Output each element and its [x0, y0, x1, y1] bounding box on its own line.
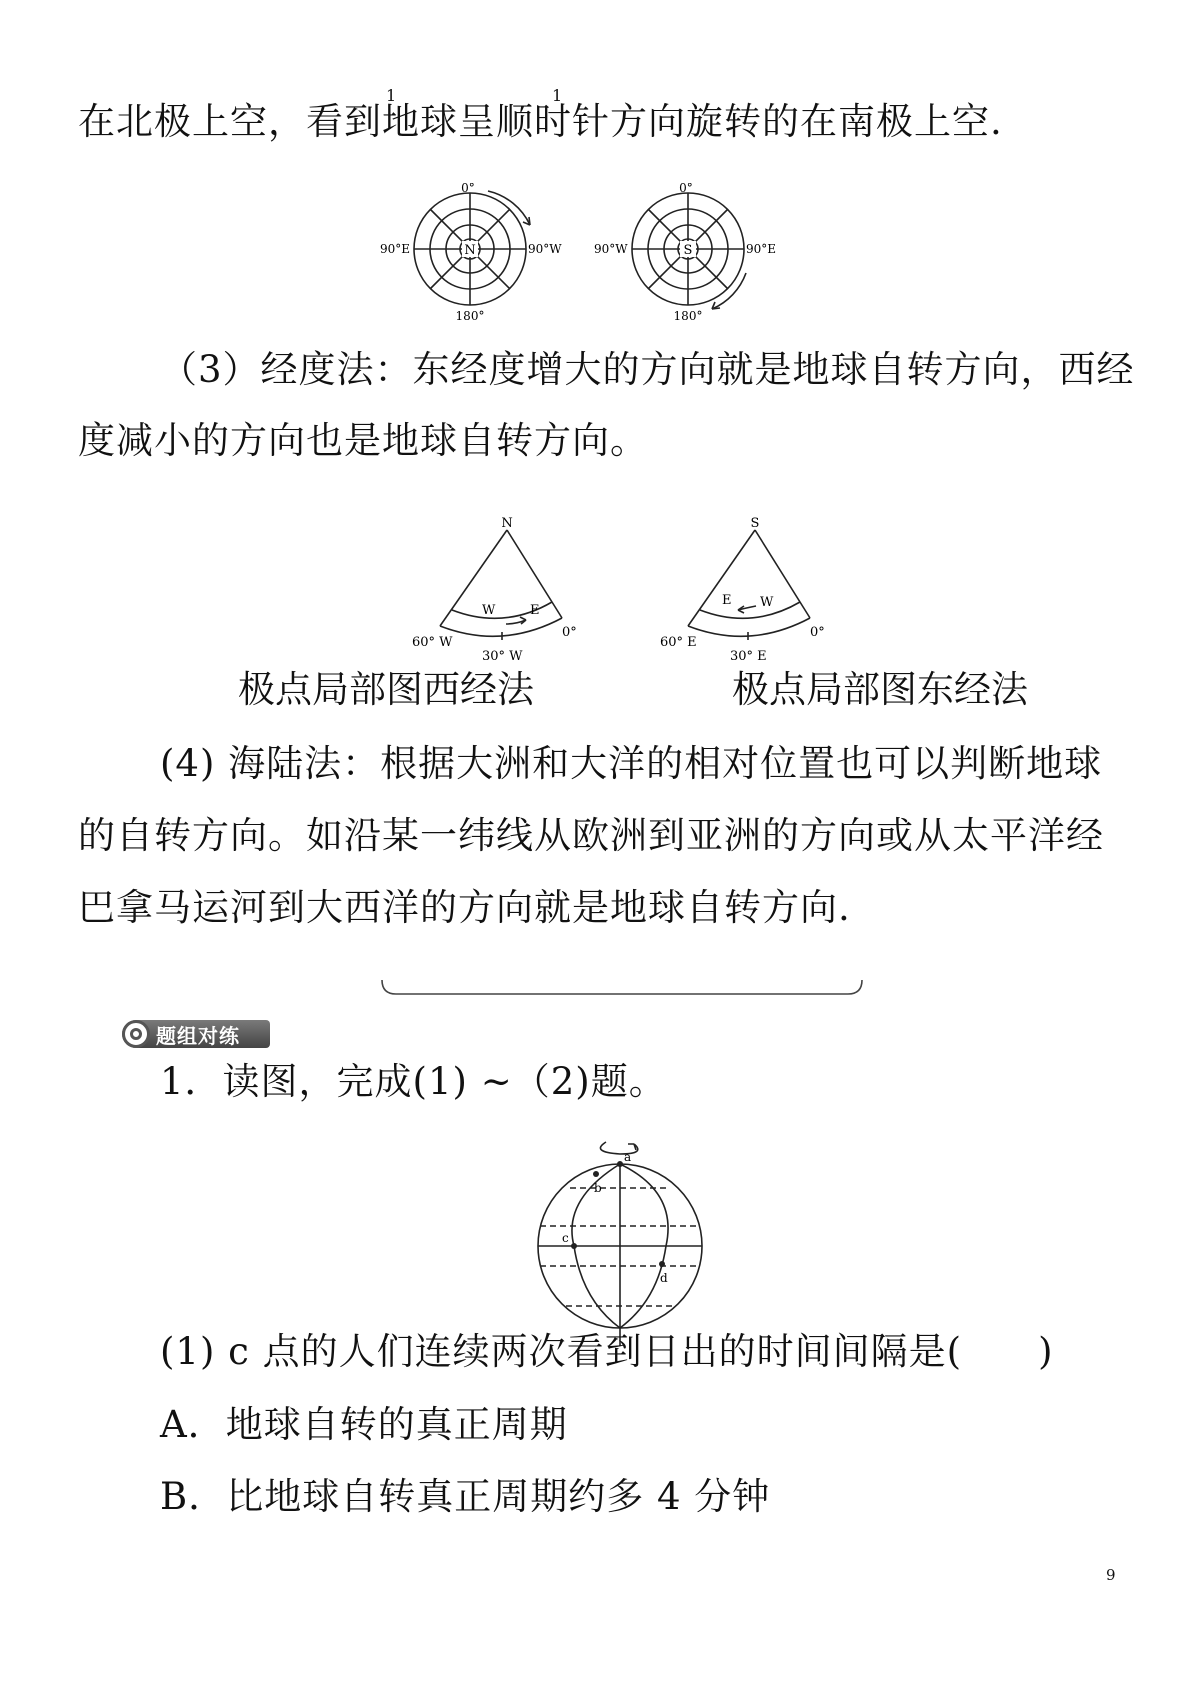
east-dir-left: E [722, 593, 732, 608]
section-divider-bracket [380, 978, 864, 1008]
practice-badge [122, 1020, 270, 1048]
south-right-label: 90°E [746, 242, 777, 256]
text-line-1: 在北极上空，看到地球呈顺时针方向旋转的在南极上空. [78, 100, 1003, 143]
globe-point-b: b [594, 1181, 602, 1195]
para4-line-3: 巴拿马运河到大西洋的方向就是地球自转方向. [78, 886, 851, 929]
para4-line-1: (4) 海陆法：根据大洲和大洋的相对位置也可以判断地球 [160, 742, 1103, 785]
target-icon [122, 1020, 150, 1048]
para3-line-1: （3）经度法：东经度增大的方向就是地球自转方向，西经 [160, 348, 1135, 391]
polar-rotation-diagrams [380, 183, 800, 333]
globe-point-d: d [660, 1271, 668, 1285]
caption-west-method: 极点局部图西经法 [238, 668, 534, 711]
west-pole-label: N [501, 516, 513, 531]
north-left-label: 90°E [380, 242, 411, 256]
question-1: 1．读图，完成(1) ~（2)题。 [160, 1060, 667, 1103]
south-center-label: S [683, 243, 693, 258]
globe-diagram [534, 1130, 714, 1350]
south-left-label: 90°W [594, 242, 628, 256]
globe-point-a: a [624, 1150, 632, 1164]
superscript-mark: 1 [386, 86, 397, 105]
east-dir-right: W [760, 595, 774, 610]
east-label-right: 0° [810, 625, 825, 640]
west-label-right: 0° [562, 625, 577, 640]
caption-east-method: 极点局部图东经法 [732, 668, 1028, 711]
north-top-label: 0° [461, 183, 475, 195]
south-bottom-label: 180° [673, 309, 703, 323]
east-label-left: 60° E [660, 635, 697, 650]
badge-label: 题组对练 [156, 1023, 240, 1048]
north-bottom-label: 180° [455, 309, 485, 323]
west-label-mid: 30° W [482, 649, 523, 664]
option-b: B．比地球自转真正周期约多 4 分钟 [160, 1475, 771, 1518]
west-sector-diagram [412, 514, 592, 664]
para3-line-2: 度减小的方向也是地球自转方向。 [78, 419, 648, 462]
west-dir-left: W [482, 603, 496, 618]
north-center-label: N [464, 243, 476, 258]
west-label-left: 60° W [412, 635, 453, 650]
option-a: A．地球自转的真正周期 [160, 1403, 568, 1446]
east-sector-diagram [660, 514, 840, 664]
para4-line-2: 的自转方向。如沿某一纬线从欧洲到亚洲的方向或从太平洋经 [78, 814, 1104, 857]
west-dir-right: E [530, 603, 540, 618]
superscript-mark: 1 [552, 86, 563, 105]
north-right-label: 90°W [528, 242, 562, 256]
globe-point-c: c [562, 1231, 569, 1245]
east-label-mid: 30° E [730, 649, 767, 664]
east-pole-label: S [750, 516, 760, 531]
question-1-part-1: (1) c 点的人们连续两次看到日出的时间间隔是( ) [160, 1330, 1054, 1373]
south-top-label: 0° [679, 183, 693, 195]
page-number: 9 [1106, 1566, 1116, 1584]
